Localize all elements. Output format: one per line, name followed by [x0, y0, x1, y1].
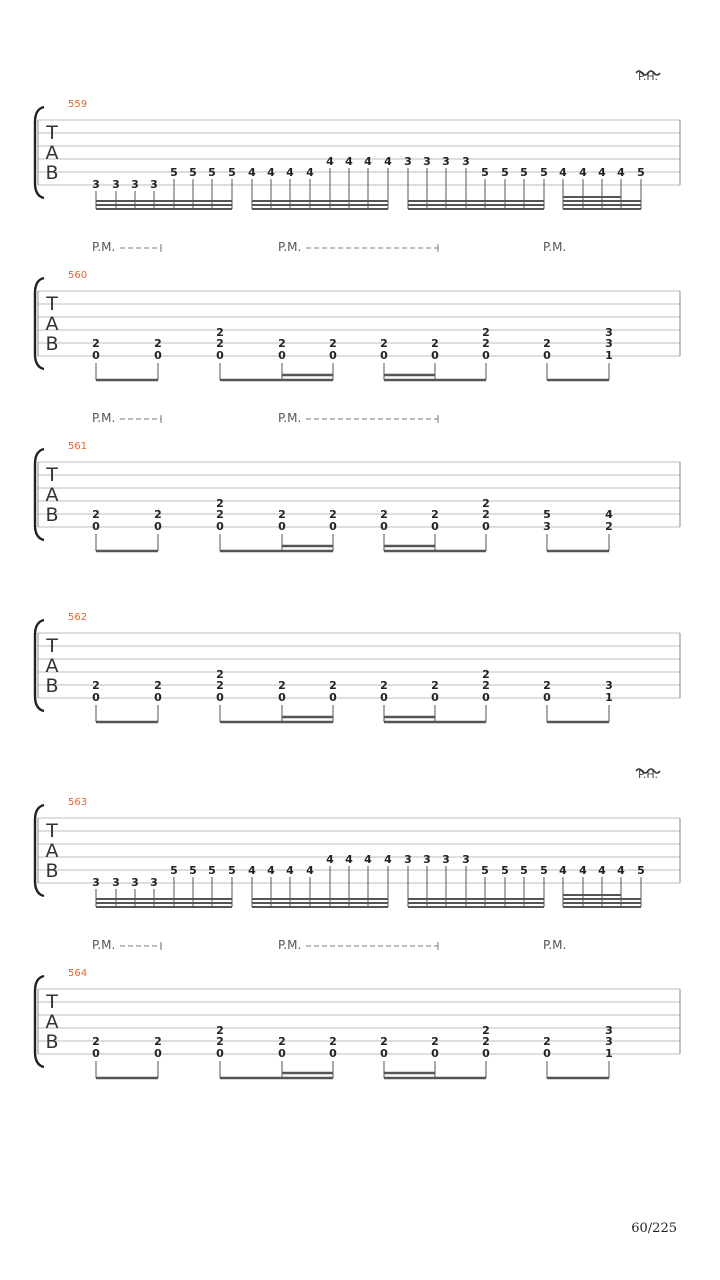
- fret-number: 4: [617, 864, 625, 877]
- fret-number: 4: [605, 508, 613, 521]
- tab-clef-a: A: [45, 484, 59, 506]
- fret-number: 3: [404, 155, 412, 168]
- fret-number: 2: [482, 326, 490, 339]
- fret-number: 2: [380, 508, 388, 521]
- fret-number: 1: [605, 691, 613, 704]
- fret-number: 0: [216, 1047, 224, 1060]
- palm-mute-label: P.M.: [543, 240, 567, 254]
- system-bracket: [35, 976, 44, 1067]
- fret-number: 0: [154, 349, 162, 362]
- tab-clef-b: B: [45, 860, 59, 882]
- fret-number: 4: [286, 864, 294, 877]
- fret-number: 2: [482, 1035, 490, 1048]
- fret-number: 2: [482, 508, 490, 521]
- fret-number: 0: [216, 349, 224, 362]
- fret-number: 2: [431, 679, 439, 692]
- fret-number: 2: [216, 668, 224, 681]
- fret-number: 5: [501, 166, 509, 179]
- fret-number: 4: [598, 166, 606, 179]
- fret-number: 5: [189, 864, 197, 877]
- tab-clef-b: B: [45, 333, 59, 355]
- fret-number: 0: [543, 691, 551, 704]
- fret-number: 2: [543, 337, 551, 350]
- fret-number: 5: [540, 864, 548, 877]
- tab-clef-t: T: [46, 991, 58, 1013]
- fret-number: 0: [329, 520, 337, 533]
- fret-number: 4: [579, 864, 587, 877]
- fret-number: 4: [326, 853, 334, 866]
- fret-number: 1: [605, 349, 613, 362]
- fret-number: 2: [482, 668, 490, 681]
- fret-number: 0: [431, 520, 439, 533]
- tab-clef-t: T: [46, 635, 58, 657]
- fret-number: 3: [605, 1024, 613, 1037]
- fret-number: 4: [286, 166, 294, 179]
- fret-number: 2: [605, 520, 613, 533]
- fret-number: 3: [423, 853, 431, 866]
- fret-number: 3: [131, 876, 139, 889]
- fret-number: 0: [431, 1047, 439, 1060]
- tab-clef-t: T: [46, 122, 58, 144]
- fret-number: 2: [380, 679, 388, 692]
- system-bracket: [35, 449, 44, 540]
- fret-number: 5: [520, 864, 528, 877]
- pinch-harmonic-label: P.H.: [638, 768, 658, 781]
- fret-number: 5: [228, 864, 236, 877]
- fret-number: 5: [637, 864, 645, 877]
- fret-number: 2: [92, 679, 100, 692]
- tab-clef-a: A: [45, 1011, 59, 1033]
- fret-number: 3: [605, 326, 613, 339]
- fret-number: 0: [278, 349, 286, 362]
- fret-number: 0: [482, 349, 490, 362]
- fret-number: 2: [482, 497, 490, 510]
- fret-number: 2: [92, 508, 100, 521]
- fret-number: 3: [112, 876, 120, 889]
- fret-number: 4: [306, 166, 314, 179]
- fret-number: 3: [605, 337, 613, 350]
- fret-number: 2: [92, 1035, 100, 1048]
- fret-number: 2: [329, 1035, 337, 1048]
- fret-number: 2: [380, 337, 388, 350]
- tab-system-559: [35, 70, 680, 209]
- tab-clef-t: T: [46, 464, 58, 486]
- fret-number: 3: [150, 876, 158, 889]
- fret-number: 3: [605, 1035, 613, 1048]
- fret-number: 0: [329, 1047, 337, 1060]
- fret-number: 0: [278, 691, 286, 704]
- system-bracket: [35, 107, 44, 198]
- fret-number: 5: [481, 166, 489, 179]
- tab-clef-a: A: [45, 840, 59, 862]
- fret-number: 5: [170, 166, 178, 179]
- fret-number: 2: [92, 337, 100, 350]
- fret-number: 0: [92, 691, 100, 704]
- fret-number: 4: [248, 166, 256, 179]
- fret-number: 4: [617, 166, 625, 179]
- fret-number: 2: [482, 1024, 490, 1037]
- fret-number: 5: [189, 166, 197, 179]
- fret-number: 5: [520, 166, 528, 179]
- fret-number: 4: [384, 853, 392, 866]
- fret-number: 2: [431, 337, 439, 350]
- fret-number: 5: [228, 166, 236, 179]
- fret-number: 5: [170, 864, 178, 877]
- fret-number: 0: [154, 520, 162, 533]
- fret-number: 4: [579, 166, 587, 179]
- fret-number: 3: [92, 178, 100, 191]
- fret-number: 3: [150, 178, 158, 191]
- fret-number: 0: [92, 520, 100, 533]
- fret-number: 5: [208, 864, 216, 877]
- page-number: 60/225: [631, 1221, 677, 1236]
- fret-number: 2: [216, 679, 224, 692]
- tab-clef-a: A: [45, 142, 59, 164]
- fret-number: 0: [92, 349, 100, 362]
- fret-number: 0: [329, 691, 337, 704]
- fret-number: 5: [543, 508, 551, 521]
- fret-number: 2: [216, 337, 224, 350]
- fret-number: 4: [267, 864, 275, 877]
- fret-number: 1: [605, 1047, 613, 1060]
- measure-number: 564: [68, 968, 88, 979]
- fret-number: 4: [559, 166, 567, 179]
- fret-number: 4: [559, 864, 567, 877]
- fret-number: 0: [216, 520, 224, 533]
- tab-clef-t: T: [46, 820, 58, 842]
- fret-number: 4: [248, 864, 256, 877]
- palm-mute-label: P.M.: [92, 411, 116, 425]
- fret-number: 4: [364, 155, 372, 168]
- fret-number: 5: [501, 864, 509, 877]
- tab-system-560: [35, 240, 680, 380]
- tab-system-561: [35, 411, 680, 551]
- system-bracket: [35, 805, 44, 896]
- fret-number: 2: [216, 508, 224, 521]
- fret-number: 4: [326, 155, 334, 168]
- tab-clef-a: A: [45, 313, 59, 335]
- fret-number: 2: [278, 337, 286, 350]
- fret-number: 0: [482, 691, 490, 704]
- tab-clef-b: B: [45, 1031, 59, 1053]
- fret-number: 2: [216, 1035, 224, 1048]
- fret-number: 2: [543, 1035, 551, 1048]
- tab-clef-a: A: [45, 655, 59, 677]
- fret-number: 4: [345, 853, 353, 866]
- fret-number: 3: [462, 155, 470, 168]
- fret-number: 0: [482, 520, 490, 533]
- measure-number: 559: [68, 99, 88, 110]
- tab-clef-b: B: [45, 675, 59, 697]
- fret-number: 2: [543, 679, 551, 692]
- fret-number: 5: [637, 166, 645, 179]
- fret-number: 4: [384, 155, 392, 168]
- fret-number: 0: [543, 349, 551, 362]
- fret-number: 2: [380, 1035, 388, 1048]
- fret-number: 4: [267, 166, 275, 179]
- fret-number: 4: [598, 864, 606, 877]
- fret-number: 0: [431, 691, 439, 704]
- fret-number: 5: [540, 166, 548, 179]
- fret-number: 0: [380, 520, 388, 533]
- fret-number: 3: [442, 155, 450, 168]
- fret-number: 2: [154, 1035, 162, 1048]
- fret-number: 3: [462, 853, 470, 866]
- fret-number: 5: [208, 166, 216, 179]
- system-bracket: [35, 620, 44, 711]
- tab-clef-b: B: [45, 504, 59, 526]
- fret-number: 0: [278, 1047, 286, 1060]
- fret-number: 5: [481, 864, 489, 877]
- fret-number: 2: [329, 337, 337, 350]
- fret-number: 0: [154, 1047, 162, 1060]
- fret-number: 0: [431, 349, 439, 362]
- fret-number: 3: [92, 876, 100, 889]
- fret-number: 0: [154, 691, 162, 704]
- fret-number: 2: [431, 1035, 439, 1048]
- fret-number: 0: [543, 1047, 551, 1060]
- tab-system-562: [35, 612, 680, 722]
- fret-number: 3: [423, 155, 431, 168]
- fret-number: 3: [112, 178, 120, 191]
- system-bracket: [35, 278, 44, 369]
- palm-mute-label: P.M.: [543, 938, 567, 952]
- palm-mute-label: P.M.: [278, 938, 302, 952]
- fret-number: 0: [216, 691, 224, 704]
- fret-number: 0: [482, 1047, 490, 1060]
- fret-number: 2: [216, 1024, 224, 1037]
- fret-number: 2: [329, 679, 337, 692]
- fret-number: 3: [605, 679, 613, 692]
- fret-number: 4: [306, 864, 314, 877]
- fret-number: 2: [154, 337, 162, 350]
- fret-number: 4: [345, 155, 353, 168]
- tab-system-564: [35, 938, 680, 1078]
- fret-number: 3: [131, 178, 139, 191]
- fret-number: 2: [154, 679, 162, 692]
- pinch-harmonic-label: P.H.: [638, 70, 658, 83]
- fret-number: 2: [431, 508, 439, 521]
- palm-mute-label: P.M.: [92, 938, 116, 952]
- fret-number: 4: [364, 853, 372, 866]
- palm-mute-label: P.M.: [278, 411, 302, 425]
- palm-mute-label: P.M.: [92, 240, 116, 254]
- fret-number: 2: [278, 1035, 286, 1048]
- tab-clef-t: T: [46, 293, 58, 315]
- fret-number: 3: [442, 853, 450, 866]
- palm-mute-label: P.M.: [278, 240, 302, 254]
- tab-system-563: [35, 768, 680, 907]
- fret-number: 0: [380, 349, 388, 362]
- measure-number: 562: [68, 612, 88, 623]
- measure-number: 561: [68, 441, 88, 452]
- fret-number: 2: [216, 326, 224, 339]
- fret-number: 3: [543, 520, 551, 533]
- tab-clef-b: B: [45, 162, 59, 184]
- fret-number: 0: [380, 691, 388, 704]
- fret-number: 0: [278, 520, 286, 533]
- fret-number: 2: [278, 679, 286, 692]
- fret-number: 2: [482, 679, 490, 692]
- fret-number: 3: [404, 853, 412, 866]
- measure-number: 563: [68, 797, 88, 808]
- fret-number: 0: [329, 349, 337, 362]
- fret-number: 2: [278, 508, 286, 521]
- fret-number: 0: [380, 1047, 388, 1060]
- fret-number: 0: [92, 1047, 100, 1060]
- fret-number: 2: [329, 508, 337, 521]
- measure-number: 560: [68, 270, 88, 281]
- fret-number: 2: [216, 497, 224, 510]
- fret-number: 2: [482, 337, 490, 350]
- fret-number: 2: [154, 508, 162, 521]
